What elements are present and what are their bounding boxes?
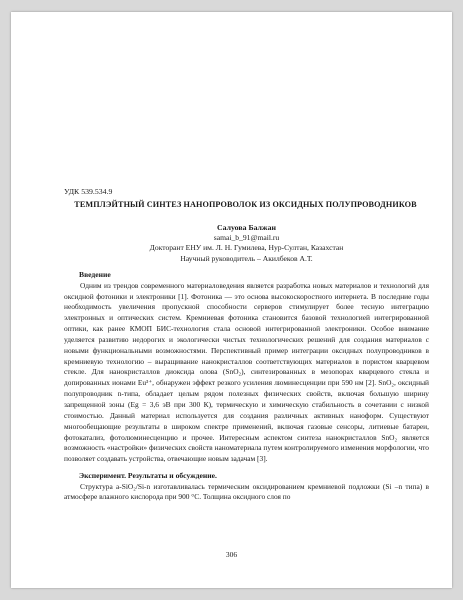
experiment-paragraph: Структура a-SiO₂/Si-n изготавливалась термическим оксидированием кремниевой подложки (Si –n типа) в атмосфере влажного кислорода при 900 °С. Толщина оксидного слоя по xyxy=(64,481,429,502)
paper-title: ТЕМПЛЭЙТНЫЙ СИНТЕЗ НАНОПРОВОЛОК ИЗ ОКСИДНЫХ ПОЛУПРОВОДНИКОВ xyxy=(74,200,417,209)
document-page xyxy=(11,12,452,588)
document-body xyxy=(64,187,429,503)
intro-paragraph: Одним из трендов современного материаловедения является разработка новых материалов и технологий для оксидной фотоники и электроники [1]. Фотоника — это основа высокоскоростного интернета. В последние годы необходимость увеличения пропускной способности серверов стимулирует более тесную интеграцию электронных и оптических систем. Кремниевая фотоника становится базовой технологией интегрированной оптики, как ранее КМОП БИС-технология стала основой интегрированной электроники. Особое внимание уделяется развитию недорогих и экологически чистых технологических решений для создания материалов с новыми функциональными возможностями. Перспективный пример интеграции оксидных полупроводников в кремниевую технологию – выращивание нанокристаллов соответствующих материалов в пористом кварцевом стекле. Для нанокристаллов диоксида олова (SnO₂), синтезированных в мезопорах кварцевого стекла и допированных ионами Eu³⁺, обнаружен эффект резкого усиления люминесценции при 590 нм [2]. SnO₂, оксидный полупроводник n-типа, обладает целым рядом полезных физических свойств, включая большую ширину запрещенной зоны (Eg = 3,6 эВ при 300 К), термическую и химическую стабильность в сочетании с низкой стоимостью. Данный материал используется для создания различных активных наноформ. Существуют многообещающие результаты в широком спектре применений, включая газовые сенсоры, литиевые батареи, фотокатализ, фотолюминесценцию и прочее. Интересным аспектом синтеза нанокристаллов SnO₂ является возможность «настройки» физических свойств наноматериала путем контролируемого изменения морфологии, что позволяет создавать устройства, отвечающие новым задачам [3]. xyxy=(64,280,429,464)
supervisor: Научный руководитель – Акилбеков А.Т. xyxy=(180,253,313,263)
author-email: samai_b_91@mail.ru xyxy=(213,233,280,242)
experiment-heading: Эксперимент. Результаты и обсуждение. xyxy=(79,471,217,481)
udc-code: УДК 539.534.9 xyxy=(64,187,113,196)
author-name: Салуова Балжан xyxy=(217,223,276,232)
page-number: 306 xyxy=(225,550,238,559)
intro-heading: Введение xyxy=(79,270,111,280)
author-affiliation: Докторант ЕНУ им. Л. Н. Гумилева, Нур-Султан, Казахстан xyxy=(149,243,344,253)
